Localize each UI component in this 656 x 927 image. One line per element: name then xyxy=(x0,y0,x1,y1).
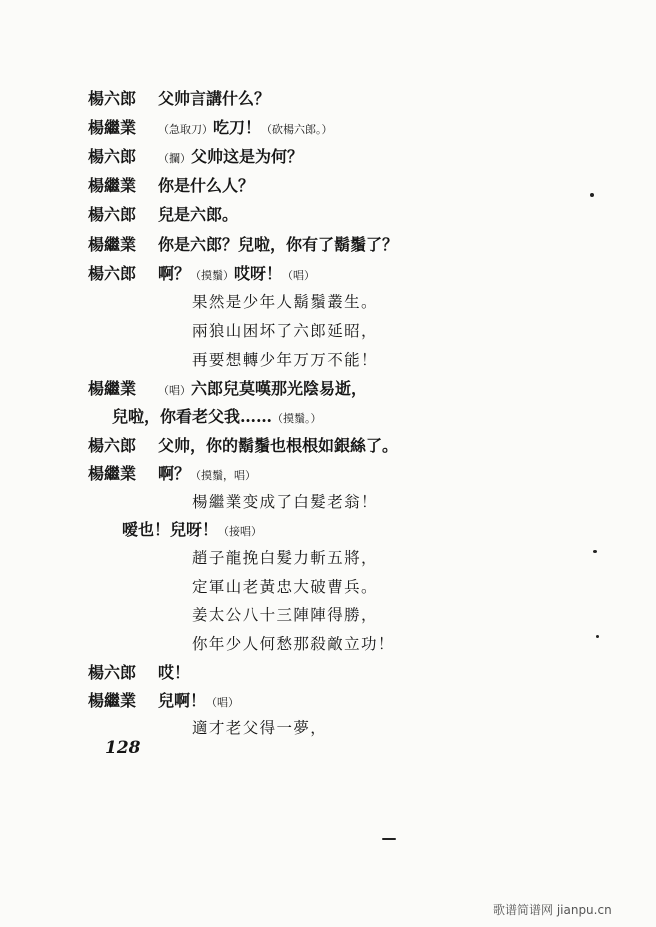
dialogue-line xyxy=(88,463,256,487)
dialogue-line xyxy=(88,378,367,402)
ink-speck xyxy=(590,193,594,197)
dialogue-text: 父帅，你的鬍鬚也根根如銀絲了。 xyxy=(158,436,399,455)
ink-speck xyxy=(596,635,599,638)
speaker-name: 楊六郎 xyxy=(88,436,137,455)
dialogue-line xyxy=(88,263,315,287)
page-number: 128 xyxy=(105,738,141,758)
dialogue-text: 嗳也！兒呀！ xyxy=(122,520,219,539)
dialogue-line xyxy=(88,690,239,714)
verse-line: 定軍山老黃忠大破曹兵。 xyxy=(192,578,378,596)
dialogue-line xyxy=(88,88,270,110)
ink-speck xyxy=(382,838,396,840)
verse-line: 適才老父得一夢， xyxy=(192,719,328,737)
dialogue-text: 兒是六郎。 xyxy=(158,205,239,224)
stage-direction: （摸鬚） xyxy=(190,269,235,282)
stage-direction: （摸鬚。） xyxy=(272,412,322,425)
stage-direction: （攔） xyxy=(158,152,191,165)
dialogue-text: 六郎兒莫嘆那光陰易逝， xyxy=(191,379,368,398)
dialogue-line xyxy=(88,175,254,197)
speaker-name: 楊繼業 xyxy=(88,464,137,483)
speaker-name: 楊繼業 xyxy=(88,379,137,398)
dialogue-text: 兒啦，你看老父我…… xyxy=(112,407,273,426)
verse-line: 你年少人何愁那殺敵立功！ xyxy=(192,635,395,653)
watermark: 歌谱简谱网 jianpu.cn xyxy=(493,903,612,917)
verse-line: 姜太公八十三陣陣得勝， xyxy=(192,606,378,624)
dialogue-line xyxy=(88,435,398,457)
dialogue-text: 兒啊！ xyxy=(158,691,207,710)
stage-direction: （接唱） xyxy=(218,525,263,538)
speaker-name: 楊繼業 xyxy=(88,691,137,710)
dialogue-line xyxy=(88,234,398,256)
verse-line: 果然是少年人鬍鬚叢生。 xyxy=(192,293,378,311)
speaker-name: 楊六郎 xyxy=(88,89,137,108)
verse-line: 再要想轉少年万万不能！ xyxy=(192,351,378,369)
speaker-name: 楊六郎 xyxy=(88,147,137,166)
speaker-name: 楊繼業 xyxy=(88,235,137,254)
dialogue-text: 哎！ xyxy=(158,663,191,682)
stage-direction: （唱） xyxy=(282,269,316,282)
speaker-name: 楊繼業 xyxy=(88,118,137,137)
speaker-name: 楊六郎 xyxy=(88,205,137,224)
dialogue-text: 父帅言講什么？ xyxy=(158,89,271,108)
dialogue-text: 你是六郎？兒啦，你有了鬍鬚了？ xyxy=(158,235,399,254)
dialogue-text: 你是什么人？ xyxy=(158,176,255,195)
dialogue-line xyxy=(88,204,238,226)
verse-line: 兩狼山困坏了六郎延昭， xyxy=(192,322,378,340)
dialogue-line xyxy=(112,406,322,430)
dialogue-text: 吃刀！ xyxy=(213,118,262,137)
dialogue-text: 啊？ xyxy=(158,264,191,283)
stage-direction: （摸鬚，唱） xyxy=(190,469,257,482)
speaker-name: 楊六郎 xyxy=(88,264,137,283)
dialogue-line xyxy=(88,662,190,684)
speaker-name: 楊六郎 xyxy=(88,663,137,682)
dialogue-line xyxy=(122,519,262,543)
verse-line: 楊繼業变成了白髮老翁！ xyxy=(192,493,378,511)
speaker-name: 楊繼業 xyxy=(88,176,137,195)
dialogue-text: 父帅这是为何？ xyxy=(191,147,304,166)
stage-direction: （急取刀） xyxy=(158,123,213,136)
verse-line: 趙子龍挽白髮力斬五將， xyxy=(192,549,378,567)
dialogue-line xyxy=(88,117,333,141)
stage-direction: （砍楊六郎。） xyxy=(261,123,333,136)
dialogue-text: 哎呀！ xyxy=(234,264,283,283)
stage-direction: （唱） xyxy=(206,696,240,709)
ink-speck xyxy=(593,550,597,553)
dialogue-text: 啊？ xyxy=(158,464,191,483)
dialogue-line xyxy=(88,146,303,170)
stage-direction: （唱） xyxy=(158,384,191,397)
